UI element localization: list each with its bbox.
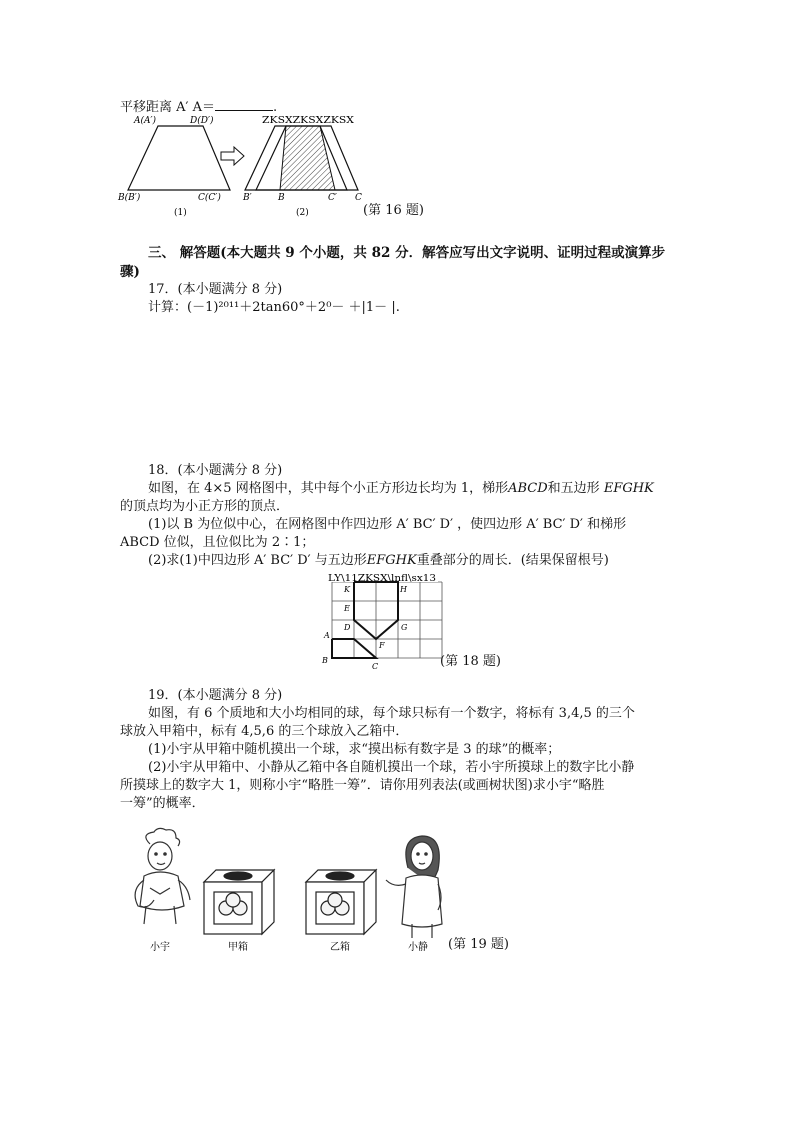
- q18-grid-figure: [322, 572, 442, 672]
- q16-label-num2: (2): [296, 208, 309, 218]
- q18-label-B: B: [322, 656, 328, 665]
- q16-label-num1: (1): [174, 208, 187, 218]
- q19-para-3: (1)小宇从甲箱中随机摸出一个球，求“摸出标有数字是 3 的球”的概率；: [148, 742, 561, 757]
- q18-p1a: 如图，在 4×5 网格图中，其中每个小正方形边长均为 1，梯形: [148, 481, 509, 496]
- q16-label-Cp: C′: [328, 193, 337, 203]
- q19-label-xiaoyu: 小宇: [150, 942, 170, 953]
- q16-trapezoid-1: [128, 126, 230, 190]
- q19-para-4: (2)小宇从甲箱中、小静从乙箱中各自随机摸出一个球，若小宇所摸球上的数字比小静: [148, 760, 635, 775]
- q18-para-2: 的顶点均为小正方形的顶点．: [120, 499, 290, 514]
- q18-title: 18．(本小题满分 8 分): [148, 463, 283, 478]
- q18-p1c: 和五边形: [547, 481, 600, 496]
- q17-title: 17．(本小题满分 8 分): [148, 282, 283, 297]
- q16-line-end: .: [273, 100, 278, 115]
- q19-label-jia: 甲箱: [228, 942, 248, 953]
- q19-para-6: 一筹”的概率．: [120, 796, 205, 811]
- q18-p1d: EFGHK: [603, 481, 654, 496]
- q16-label-D: D(D′): [190, 116, 214, 126]
- q18-label-E: E: [344, 604, 350, 613]
- q18-para-4: ABCD 位似，且位似比为 2∶1；: [120, 535, 315, 550]
- q16-label-A: A(A′): [134, 116, 157, 126]
- q16-figure: [118, 112, 362, 222]
- q18-label-H: H: [400, 585, 407, 594]
- q16-label-top: ZKSXZKSXZKSX: [262, 116, 355, 126]
- q18-grid-header: LY\11ZKSX\lnfl\sx13: [328, 574, 437, 584]
- q16-arrow-icon: [221, 147, 244, 165]
- q18-label-F: F: [379, 641, 385, 650]
- q19-label-yi: 乙箱: [330, 942, 350, 953]
- section3-heading-line1: 三、 解答题(本大题共 9 个小题，共 82 分．解答应写出文字说明、证明过程或演算步: [148, 245, 666, 261]
- q16-label-Bp: B′: [243, 193, 252, 203]
- box-jia: [204, 870, 274, 934]
- q18-para-1: [148, 480, 654, 498]
- q18-p1b: ABCD: [508, 481, 548, 496]
- q18-label-C: C: [372, 662, 379, 671]
- q18-para-5: [148, 552, 609, 570]
- q16-answer-blank: [215, 98, 273, 111]
- q19-figure: [120, 828, 450, 953]
- q19-caption: (第 19 题): [448, 937, 509, 952]
- q18-label-K: K: [344, 585, 350, 594]
- q18-label-G: G: [401, 623, 408, 632]
- q19-title: 19．(本小题满分 8 分): [148, 688, 283, 703]
- q19-label-xiaojing: 小静: [408, 942, 428, 953]
- q18-p5c: 重叠部分的周长．(结果保留根号): [416, 553, 609, 568]
- q19-para-1: 如图，有 6 个质地和大小均相同的球，每个球只标有一个数字，将标有 3,4,5 的三个: [148, 706, 635, 721]
- q17-calc: 计算：(－1)²⁰¹¹＋2tan60°＋2⁰－ ＋|1－ |.: [148, 300, 400, 315]
- q16-label-B: B(B′): [118, 193, 141, 203]
- q18-p5a: (2)求(1)中四边形 A′ BC′ D′ 与五边形: [148, 553, 367, 568]
- section3-heading-line2: 骤): [120, 264, 140, 280]
- q16-caption: (第 16 题): [363, 203, 424, 218]
- q18-p5b: EFGHK: [366, 553, 417, 568]
- q18-label-D: D: [344, 623, 351, 632]
- q19-para-5: 所摸球上的数字大 1，则称小宇“略胜一筹”．请你用列表法(或画树状图)求小宇“略胜: [120, 778, 605, 793]
- q16-label-C: C(C′): [198, 193, 221, 203]
- q18-label-A: A: [324, 631, 330, 640]
- boy-illustration: [135, 828, 190, 924]
- q16-label-C2: C: [355, 193, 362, 203]
- q16-line-text: 平移距离 A′ A＝: [120, 100, 215, 115]
- q16-shaded-region: [280, 126, 335, 190]
- q18-para-3: (1)以 B 为位似中心，在网格图中作四边形 A′ BC′ D′ ，使四边形 A′ BC′ D′ 和梯形: [148, 517, 627, 532]
- q18-caption: (第 18 题): [440, 654, 501, 669]
- box-yi: [306, 870, 376, 934]
- q19-para-2: 球放入甲箱中，标有 4,5,6 的三个球放入乙箱中．: [120, 724, 409, 739]
- girl-illustration: [386, 836, 442, 938]
- q16-label-B2: B: [278, 193, 285, 203]
